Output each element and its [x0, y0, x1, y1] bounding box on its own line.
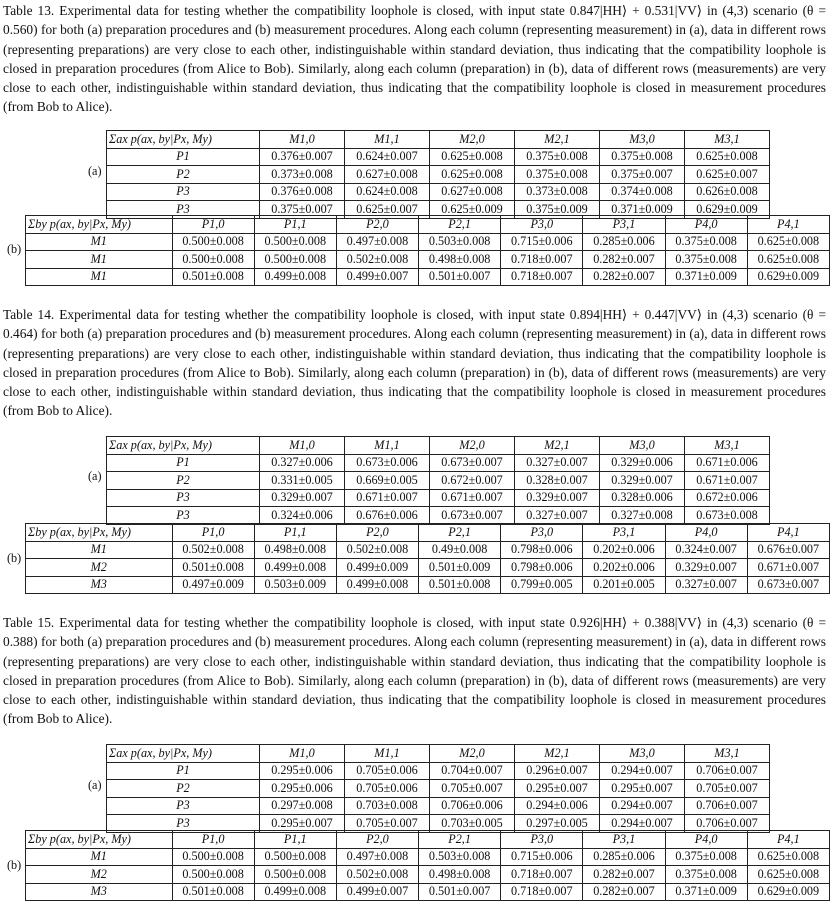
table-cell: 0.375±0.007	[600, 166, 685, 184]
table-cell: 0.297±0.005	[515, 815, 600, 833]
table-cell: 0.798±0.006	[501, 541, 583, 559]
table-row	[26, 576, 830, 594]
table-row	[26, 848, 830, 866]
table-cell: 0.328±0.007	[515, 472, 600, 490]
table-cell: 0.629±0.009	[747, 268, 829, 286]
table-cell: 0.503±0.009	[254, 576, 336, 594]
table-cell: 0.625±0.007	[685, 166, 770, 184]
column-header: P4,1	[747, 831, 829, 849]
table-cell: 0.375±0.008	[665, 848, 747, 866]
row-label: M2	[26, 559, 173, 577]
table-cell: 0.704±0.007	[430, 762, 515, 780]
table-cell: 0.499±0.008	[254, 883, 336, 901]
column-header: P2,1	[419, 216, 501, 234]
table-cell: 0.625±0.008	[747, 251, 829, 269]
table-row	[107, 148, 770, 166]
table-a	[106, 744, 770, 833]
table-cell: 0.498±0.008	[419, 251, 501, 269]
table-cell: 0.498±0.008	[254, 541, 336, 559]
column-header: M3,1	[685, 437, 770, 455]
table-cell: 0.625±0.009	[430, 201, 515, 219]
table-cell: 0.376±0.007	[260, 148, 345, 166]
table-cell: 0.285±0.006	[583, 233, 665, 251]
part-a-label: (a)	[88, 469, 102, 483]
table-cell: 0.282±0.007	[583, 251, 665, 269]
table-cell: 0.327±0.007	[515, 507, 600, 525]
row-label: M2	[26, 866, 173, 884]
table-cell: 0.625±0.008	[747, 848, 829, 866]
part-a-label: (a)	[88, 164, 102, 178]
column-header: M2,0	[430, 437, 515, 455]
table-cell: 0.706±0.007	[685, 762, 770, 780]
row-label: M1	[26, 233, 173, 251]
table-cell: 0.671±0.007	[747, 559, 829, 577]
table-cell: 0.329±0.007	[600, 472, 685, 490]
table-cell: 0.500±0.008	[172, 251, 254, 269]
table-cell: 0.329±0.006	[600, 454, 685, 472]
table-row	[26, 233, 830, 251]
table-cell: 0.672±0.006	[685, 489, 770, 507]
table-cell: 0.673±0.008	[685, 507, 770, 525]
table-cell: 0.706±0.007	[685, 797, 770, 815]
table-header-row	[26, 216, 830, 234]
table-cell: 0.329±0.007	[665, 559, 747, 577]
column-header: P3,0	[501, 831, 583, 849]
table-cell: 0.376±0.008	[260, 183, 345, 201]
column-header: M1,1	[345, 131, 430, 149]
table-caption: Table 15. Experimental data for testing whether the compatibility loophole is closed, with input state 0.926|HH⟩ + 0.388|VV⟩ in (4,3) scenario (θ = 0.388) for both (a) preparation procedures and (b) measurement procedures. Along each column (representing measurement) in (a), data in different rows (representing preparations) are very close to each other, indistinguishable within standard deviation, thus indicating that the compatibility loophole is closed in preparation procedures (from Alice to Bob). Similarly, along each column (preparation) in (b), data of different rows (measurements) are very close to each other, indistinguishable within standard deviation, thus indicating that the compatibility loophole is closed in measurement procedures (from Bob to Alice).	[3, 615, 826, 727]
table-cell: 0.798±0.006	[501, 559, 583, 577]
table-cell: 0.626±0.008	[685, 183, 770, 201]
table-row	[26, 883, 830, 901]
row-label: P3	[107, 183, 260, 201]
table-cell: 0.498±0.008	[419, 866, 501, 884]
table-cell: 0.327±0.007	[515, 454, 600, 472]
table-header-row	[26, 524, 830, 542]
table-cell: 0.499±0.008	[254, 559, 336, 577]
table-row	[107, 454, 770, 472]
table-cell: 0.282±0.007	[583, 866, 665, 884]
table-cell: 0.672±0.007	[430, 472, 515, 490]
column-header: P3,1	[583, 216, 665, 234]
column-header: P1,0	[172, 524, 254, 542]
column-header: M2,1	[515, 131, 600, 149]
table-row	[26, 268, 830, 286]
table-cell: 0.295±0.007	[515, 780, 600, 798]
table-cell: 0.502±0.008	[336, 251, 418, 269]
table-cell: 0.703±0.005	[430, 815, 515, 833]
table-cell: 0.629±0.009	[685, 201, 770, 219]
column-header: P3,1	[583, 831, 665, 849]
table-cell: 0.501±0.008	[172, 883, 254, 901]
table-cell: 0.375±0.008	[665, 251, 747, 269]
column-header: P2,1	[419, 831, 501, 849]
table-row	[26, 866, 830, 884]
column-header: P2,1	[419, 524, 501, 542]
column-header: M2,1	[515, 745, 600, 763]
table-header-row	[26, 831, 830, 849]
table-cell: 0.671±0.007	[430, 489, 515, 507]
column-header: P2,0	[336, 831, 418, 849]
column-header: P3,1	[583, 524, 665, 542]
table-cell: 0.718±0.007	[501, 883, 583, 901]
row-label: M1	[26, 268, 173, 286]
table-cell: 0.706±0.006	[430, 797, 515, 815]
table-cell: 0.625±0.008	[685, 148, 770, 166]
table-cell: 0.500±0.008	[254, 233, 336, 251]
row-label: M3	[26, 883, 173, 901]
table-cell: 0.497±0.009	[172, 576, 254, 594]
table-row	[107, 489, 770, 507]
table-cell: 0.671±0.006	[685, 454, 770, 472]
column-header: P1,1	[254, 524, 336, 542]
table-cell: 0.676±0.006	[345, 507, 430, 525]
table-row	[107, 472, 770, 490]
table-cell: 0.49±0.008	[419, 541, 501, 559]
table-cell: 0.715±0.006	[501, 233, 583, 251]
table-cell: 0.295±0.006	[260, 762, 345, 780]
row-label: P3	[107, 201, 260, 219]
table-cell: 0.497±0.008	[336, 233, 418, 251]
part-b-label: (b)	[7, 242, 22, 256]
table-cell: 0.705±0.007	[685, 780, 770, 798]
column-header: P4,0	[665, 524, 747, 542]
table-b	[25, 830, 830, 901]
table-cell: 0.669±0.005	[345, 472, 430, 490]
table-cell: 0.715±0.006	[501, 848, 583, 866]
table-cell: 0.501±0.007	[419, 268, 501, 286]
row-label: P3	[107, 489, 260, 507]
table-cell: 0.295±0.007	[600, 780, 685, 798]
table-cell: 0.718±0.007	[501, 251, 583, 269]
table-cell: 0.799±0.005	[501, 576, 583, 594]
table-cell: 0.373±0.008	[515, 183, 600, 201]
table-b	[25, 215, 830, 286]
table-cell: 0.706±0.007	[685, 815, 770, 833]
table-caption: Table 13. Experimental data for testing whether the compatibility loophole is closed, with input state 0.847|HH⟩ + 0.531|VV⟩ in (4,3) scenario (θ = 0.560) for both (a) preparation procedures and (b) measurement procedures. Along each column (representing measurement) in (a), data in different rows (representing preparations) are very close to each other, indistinguishable within standard deviation, thus indicating that the compatibility loophole is closed in preparation procedures (from Alice to Bob). Similarly, along each column (preparation) in (b), data of different rows (measurements) are very close to each other, indistinguishable within standard deviation, thus indicating that the compatibility loophole is closed in measurement procedures (from Bob to Alice).	[3, 3, 826, 115]
column-header: M1,0	[260, 745, 345, 763]
table-cell: 0.499±0.008	[254, 268, 336, 286]
table-cell: 0.499±0.009	[336, 559, 418, 577]
row-label: P3	[107, 815, 260, 833]
column-header: P4,0	[665, 216, 747, 234]
table-cell: 0.324±0.007	[665, 541, 747, 559]
table-row	[107, 507, 770, 525]
row-label: M1	[26, 251, 173, 269]
table-cell: 0.375±0.009	[515, 201, 600, 219]
column-header: M3,0	[600, 437, 685, 455]
table-row	[107, 797, 770, 815]
column-header: P2,0	[336, 524, 418, 542]
corner-header: Σax p(ax, by|Px, My)	[107, 437, 260, 455]
table-cell: 0.676±0.007	[747, 541, 829, 559]
table-cell: 0.501±0.009	[419, 559, 501, 577]
column-header: M3,1	[685, 131, 770, 149]
table-cell: 0.282±0.007	[583, 883, 665, 901]
corner-header: Σax p(ax, by|Px, My)	[107, 131, 260, 149]
column-header: M1,0	[260, 131, 345, 149]
column-header: P4,1	[747, 216, 829, 234]
table-cell: 0.500±0.008	[172, 233, 254, 251]
table-cell: 0.374±0.008	[600, 183, 685, 201]
table-cell: 0.499±0.007	[336, 883, 418, 901]
table-cell: 0.627±0.008	[430, 183, 515, 201]
column-header: P2,0	[336, 216, 418, 234]
table-cell: 0.624±0.008	[345, 183, 430, 201]
table-cell: 0.375±0.008	[600, 148, 685, 166]
table-cell: 0.718±0.007	[501, 268, 583, 286]
table-cell: 0.502±0.008	[172, 541, 254, 559]
table-cell: 0.201±0.005	[583, 576, 665, 594]
table-cell: 0.625±0.008	[747, 233, 829, 251]
table-cell: 0.373±0.008	[260, 166, 345, 184]
table-cell: 0.329±0.007	[260, 489, 345, 507]
table-cell: 0.625±0.008	[430, 166, 515, 184]
table-cell: 0.331±0.005	[260, 472, 345, 490]
table-cell: 0.705±0.006	[345, 762, 430, 780]
column-header: P1,1	[254, 831, 336, 849]
table-cell: 0.296±0.007	[515, 762, 600, 780]
column-header: P4,1	[747, 524, 829, 542]
table-cell: 0.499±0.007	[336, 268, 418, 286]
corner-header: Σby p(ax, by|Px, My)	[26, 524, 173, 542]
table-cell: 0.673±0.007	[430, 454, 515, 472]
table-cell: 0.705±0.006	[345, 780, 430, 798]
column-header: M1,0	[260, 437, 345, 455]
table-cell: 0.500±0.008	[172, 848, 254, 866]
column-header: M1,1	[345, 745, 430, 763]
table-cell: 0.327±0.006	[260, 454, 345, 472]
table-row	[107, 183, 770, 201]
table-row	[26, 251, 830, 269]
table-cell: 0.500±0.008	[254, 866, 336, 884]
corner-header: Σax p(ax, by|Px, My)	[107, 745, 260, 763]
column-header: M3,0	[600, 745, 685, 763]
part-b-label: (b)	[7, 858, 22, 872]
column-header: M2,0	[430, 131, 515, 149]
row-label: P3	[107, 797, 260, 815]
table-cell: 0.294±0.007	[600, 762, 685, 780]
table-a	[106, 436, 770, 525]
row-label: P3	[107, 507, 260, 525]
table-row	[107, 166, 770, 184]
table-cell: 0.673±0.006	[345, 454, 430, 472]
table-cell: 0.328±0.006	[600, 489, 685, 507]
table-cell: 0.324±0.006	[260, 507, 345, 525]
table-cell: 0.501±0.008	[419, 576, 501, 594]
table-cell: 0.705±0.007	[430, 780, 515, 798]
row-label: P2	[107, 780, 260, 798]
table-cell: 0.499±0.008	[336, 576, 418, 594]
column-header: P4,0	[665, 831, 747, 849]
table-cell: 0.327±0.008	[600, 507, 685, 525]
table-cell: 0.329±0.007	[515, 489, 600, 507]
table-cell: 0.371±0.009	[665, 268, 747, 286]
table-cell: 0.371±0.009	[665, 883, 747, 901]
table-cell: 0.371±0.009	[600, 201, 685, 219]
row-label: M1	[26, 848, 173, 866]
row-label: P1	[107, 148, 260, 166]
table-cell: 0.375±0.008	[665, 866, 747, 884]
table-cell: 0.629±0.009	[747, 883, 829, 901]
table-cell: 0.503±0.008	[419, 848, 501, 866]
table-header-row	[107, 745, 770, 763]
table-cell: 0.297±0.008	[260, 797, 345, 815]
table-cell: 0.673±0.007	[430, 507, 515, 525]
table-cell: 0.718±0.007	[501, 866, 583, 884]
table-row	[26, 541, 830, 559]
table-cell: 0.375±0.008	[515, 166, 600, 184]
column-header: P1,1	[254, 216, 336, 234]
table-cell: 0.501±0.008	[172, 268, 254, 286]
table-cell: 0.294±0.007	[600, 797, 685, 815]
table-cell: 0.627±0.008	[345, 166, 430, 184]
table-cell: 0.501±0.007	[419, 883, 501, 901]
table-cell: 0.294±0.007	[600, 815, 685, 833]
table-cell: 0.625±0.008	[747, 866, 829, 884]
table-cell: 0.295±0.006	[260, 780, 345, 798]
table-cell: 0.294±0.006	[515, 797, 600, 815]
table-cell: 0.673±0.007	[747, 576, 829, 594]
row-label: P1	[107, 762, 260, 780]
table-b	[25, 523, 830, 594]
table-cell: 0.500±0.008	[254, 848, 336, 866]
row-label: P2	[107, 472, 260, 490]
part-a-label: (a)	[88, 778, 102, 792]
column-header: P1,0	[172, 831, 254, 849]
table-cell: 0.503±0.008	[419, 233, 501, 251]
table-header-row	[107, 437, 770, 455]
table-cell: 0.282±0.007	[583, 268, 665, 286]
row-label: P2	[107, 166, 260, 184]
table-cell: 0.502±0.008	[336, 541, 418, 559]
table-cell: 0.327±0.007	[665, 576, 747, 594]
table-a	[106, 130, 770, 219]
table-cell: 0.295±0.007	[260, 815, 345, 833]
table-cell: 0.375±0.008	[515, 148, 600, 166]
column-header: M2,0	[430, 745, 515, 763]
table-cell: 0.500±0.008	[172, 866, 254, 884]
table-cell: 0.497±0.008	[336, 848, 418, 866]
table-caption: Table 14. Experimental data for testing whether the compatibility loophole is closed, with input state 0.894|HH⟩ + 0.447|VV⟩ in (4,3) scenario (θ = 0.464) for both (a) preparation procedures and (b) measurement procedures. Along each column (representing measurement) in (a), data in different rows (representing preparations) are very close to each other, indistinguishable within standard deviation, thus indicating that the compatibility loophole is closed in preparation procedures (from Alice to Bob). Similarly, along each column (preparation) in (b), data of different rows (measurements) are very close to each other, indistinguishable within standard deviation, thus indicating that the compatibility loophole is closed in measurement procedures (from Bob to Alice).	[3, 307, 826, 419]
table-cell: 0.624±0.007	[345, 148, 430, 166]
table-cell: 0.703±0.008	[345, 797, 430, 815]
corner-header: Σby p(ax, by|Px, My)	[26, 216, 173, 234]
column-header: M3,0	[600, 131, 685, 149]
table-row	[107, 780, 770, 798]
column-header: M3,1	[685, 745, 770, 763]
column-header: P3,0	[501, 216, 583, 234]
table-cell: 0.500±0.008	[254, 251, 336, 269]
table-cell: 0.502±0.008	[336, 866, 418, 884]
column-header: P3,0	[501, 524, 583, 542]
row-label: M1	[26, 541, 173, 559]
table-cell: 0.671±0.007	[685, 472, 770, 490]
column-header: M2,1	[515, 437, 600, 455]
table-cell: 0.625±0.008	[430, 148, 515, 166]
column-header: M1,1	[345, 437, 430, 455]
row-label: P1	[107, 454, 260, 472]
column-header: P1,0	[172, 216, 254, 234]
table-row	[107, 762, 770, 780]
table-cell: 0.202±0.006	[583, 541, 665, 559]
corner-header: Σby p(ax, by|Px, My)	[26, 831, 173, 849]
table-row	[26, 559, 830, 577]
table-cell: 0.705±0.007	[345, 815, 430, 833]
table-cell: 0.375±0.007	[260, 201, 345, 219]
table-cell: 0.671±0.007	[345, 489, 430, 507]
table-cell: 0.202±0.006	[583, 559, 665, 577]
table-cell: 0.625±0.007	[345, 201, 430, 219]
table-cell: 0.285±0.006	[583, 848, 665, 866]
table-header-row	[107, 131, 770, 149]
part-b-label: (b)	[7, 551, 22, 565]
table-cell: 0.375±0.008	[665, 233, 747, 251]
row-label: M3	[26, 576, 173, 594]
table-cell: 0.501±0.008	[172, 559, 254, 577]
